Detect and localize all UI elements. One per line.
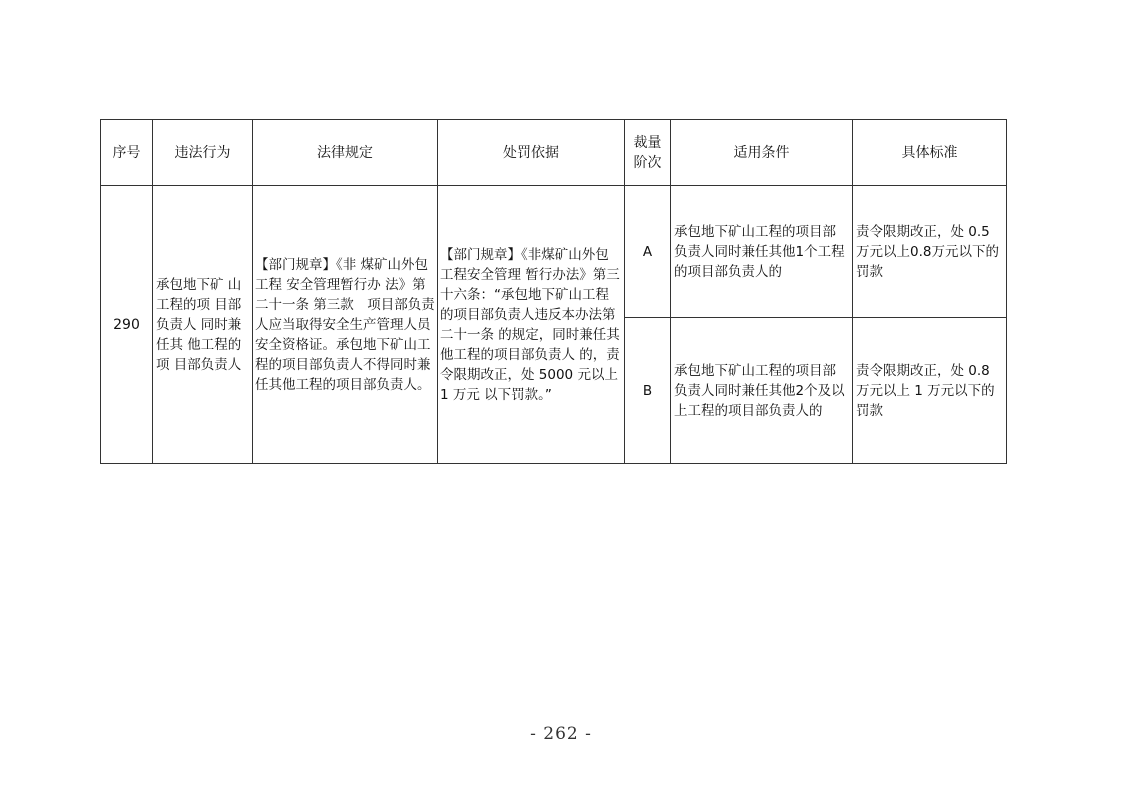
cell-standard-b: 责令限期改正，处 0.8万元以上 1 万元以下的罚款 — [853, 318, 1007, 464]
header-row — [101, 120, 1007, 186]
header-seq: 序号 — [101, 120, 153, 186]
header-behavior: 违法行为 — [153, 120, 253, 186]
cell-behavior: 承包地下矿 山工程的项 目部负责人 同时兼任其 他工程的项 目部负责人 — [153, 186, 253, 464]
cell-legal: 【部门规章】《非 煤矿山外包工程 安全管理暂行办 法》第二十一条 第三款 项目部负责人应当取得安全生产管理人员安全资格证。承包地下矿山工程的项目部负责人不得同时兼任其他工程的项目部负责人。 — [253, 186, 438, 464]
cell-seq: 290 — [101, 186, 153, 464]
cell-level-a: A — [625, 186, 671, 318]
cell-basis: 【部门规章】《非煤矿山外包工程安全管理 暂行办法》第三十六条：“承包地下矿山工程的项目部负责人违反本办法第二十一条 的规定，同时兼任其他工程的项目部负责人 的，责令限期改正，处 5000 元以上 1 万元 以下罚款。” — [438, 186, 625, 464]
cell-level-b: B — [625, 318, 671, 464]
table-row — [101, 186, 1007, 318]
header-basis: 处罚依据 — [438, 120, 625, 186]
header-level: 裁量阶次 — [625, 120, 671, 186]
header-legal: 法律规定 — [253, 120, 438, 186]
header-condition: 适用条件 — [671, 120, 853, 186]
cell-condition-b: 承包地下矿山工程的项目部负责人同时兼任其他2个及以上工程的项目部负责人的 — [671, 318, 853, 464]
page-number: - 262 - — [530, 724, 592, 744]
header-standard: 具体标准 — [853, 120, 1007, 186]
cell-condition-a: 承包地下矿山工程的项目部负责人同时兼任其他1个工程的项目部负责人的 — [671, 186, 853, 318]
penalty-table — [100, 119, 1007, 464]
cell-standard-a: 责令限期改正，处 0.5 万元以上0.8万元以下的罚款 — [853, 186, 1007, 318]
